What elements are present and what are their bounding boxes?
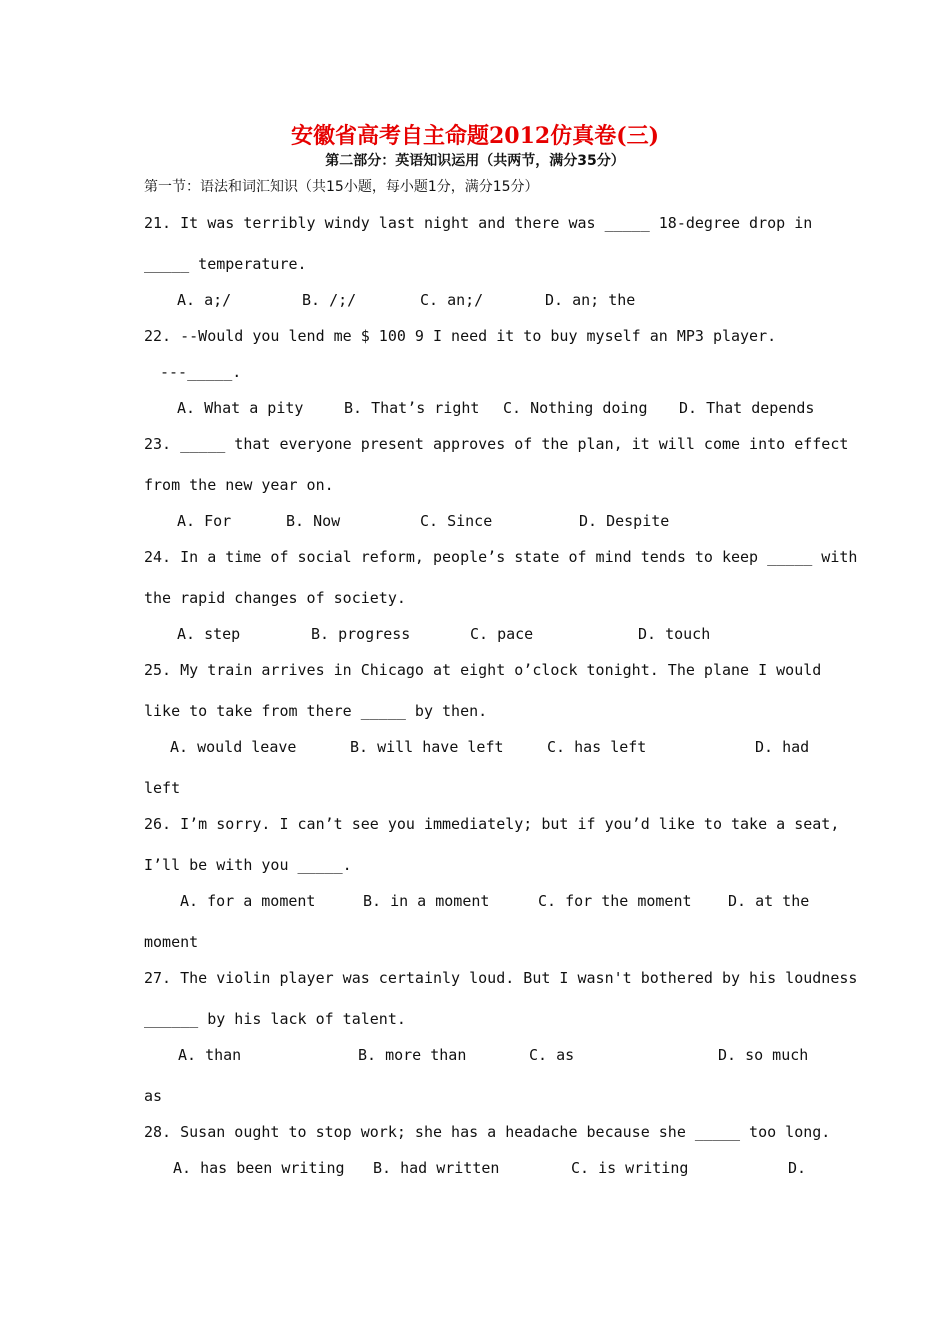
question-26-option-b[interactable]: B. in a moment — [363, 892, 490, 910]
question-24-stem: 24. In a time of social reform, people’s state of mind tends to keep _____ with — [144, 548, 858, 566]
question-26-option-d[interactable]: D. at the — [728, 892, 810, 910]
question-28-option-c[interactable]: C. is writing — [571, 1159, 689, 1177]
question-24-option-a[interactable]: A. step — [177, 625, 241, 643]
question-21-option-d[interactable]: D. an; the — [545, 291, 636, 309]
question-22-option-a[interactable]: A. What a pity — [177, 399, 304, 417]
question-23-option-c[interactable]: C. Since — [420, 512, 493, 530]
section-heading: 第一节：语法和词汇知识（共15小题，每小题1分，满分15分） — [144, 179, 539, 195]
question-27-option-b[interactable]: B. more than — [358, 1046, 467, 1064]
page-title: 安徽省高考自主命题2012仿真卷(三) — [290, 123, 660, 149]
question-24-option-c[interactable]: C. pace — [470, 625, 534, 643]
question-21-option-a[interactable]: A. a;/ — [177, 291, 232, 309]
question-28-option-b[interactable]: B. had written — [373, 1159, 500, 1177]
question-25-option-d[interactable]: D. had — [755, 738, 810, 756]
question-28-stem: 28. Susan ought to stop work; she has a headache because she _____ too long. — [144, 1123, 831, 1141]
question-28-option-d[interactable]: D. — [788, 1159, 807, 1177]
question-22-option-d[interactable]: D. That depends — [679, 399, 815, 417]
question-28-option-a[interactable]: A. has been writing — [173, 1159, 345, 1177]
question-23-stem: 23. _____ that everyone present approves of the plan, it will come into effect — [144, 435, 849, 453]
question-21-option-c[interactable]: C. an;/ — [420, 291, 484, 309]
question-25-option-c[interactable]: C. has left — [547, 738, 647, 756]
question-23-option-a[interactable]: A. For — [177, 512, 232, 530]
question-22-stem-cont: ---_____. — [160, 363, 242, 381]
question-27-stem: 27. The violin player was certainly loud. But I wasn't bothered by his loudness — [144, 969, 858, 987]
question-27-option-d[interactable]: D. so much — [718, 1046, 809, 1064]
question-27-option-a[interactable]: A. than — [178, 1046, 242, 1064]
question-27-stem-cont: ______ by his lack of talent. — [144, 1010, 406, 1028]
question-21-stem-cont: _____ temperature. — [144, 255, 307, 273]
question-25-option-b[interactable]: B. will have left — [350, 738, 504, 756]
question-24-option-b[interactable]: B. progress — [311, 625, 411, 643]
question-25-stem: 25. My train arrives in Chicago at eight o’clock tonight. The plane I would — [144, 661, 822, 679]
question-23-option-b[interactable]: B. Now — [286, 512, 341, 530]
question-22-option-c[interactable]: C. Nothing doing — [503, 399, 648, 417]
question-23-stem-cont: from the new year on. — [144, 476, 334, 494]
part-heading: 第二部分：英语知识运用（共两节，满分35分） — [325, 153, 625, 169]
question-24-option-d[interactable]: D. touch — [638, 625, 711, 643]
question-25-option-d-wrap: left — [144, 779, 181, 797]
question-26-stem: 26. I’m sorry. I can’t see you immediately; but if you’d like to take a seat, — [144, 815, 840, 833]
question-21-option-b[interactable]: B. /;/ — [302, 291, 357, 309]
question-27-option-c[interactable]: C. as — [529, 1046, 575, 1064]
question-21-stem: 21. It was terribly windy last night and there was _____ 18-degree drop in — [144, 214, 813, 232]
question-23-option-d[interactable]: D. Despite — [579, 512, 670, 530]
question-26-option-a[interactable]: A. for a moment — [180, 892, 316, 910]
question-25-stem-cont: like to take from there _____ by then. — [144, 702, 488, 720]
question-26-option-c[interactable]: C. for the moment — [538, 892, 692, 910]
question-22-stem: 22. --Would you lend me $ 100 9 I need it to buy myself an MP3 player. — [144, 327, 777, 345]
question-27-option-d-wrap: as — [144, 1087, 163, 1105]
question-26-option-d-wrap: moment — [144, 933, 199, 951]
question-24-stem-cont: the rapid changes of society. — [144, 589, 406, 607]
question-26-stem-cont: I’ll be with you _____. — [144, 856, 352, 874]
question-25-option-a[interactable]: A. would leave — [170, 738, 297, 756]
question-22-option-b[interactable]: B. That’s right — [344, 399, 480, 417]
